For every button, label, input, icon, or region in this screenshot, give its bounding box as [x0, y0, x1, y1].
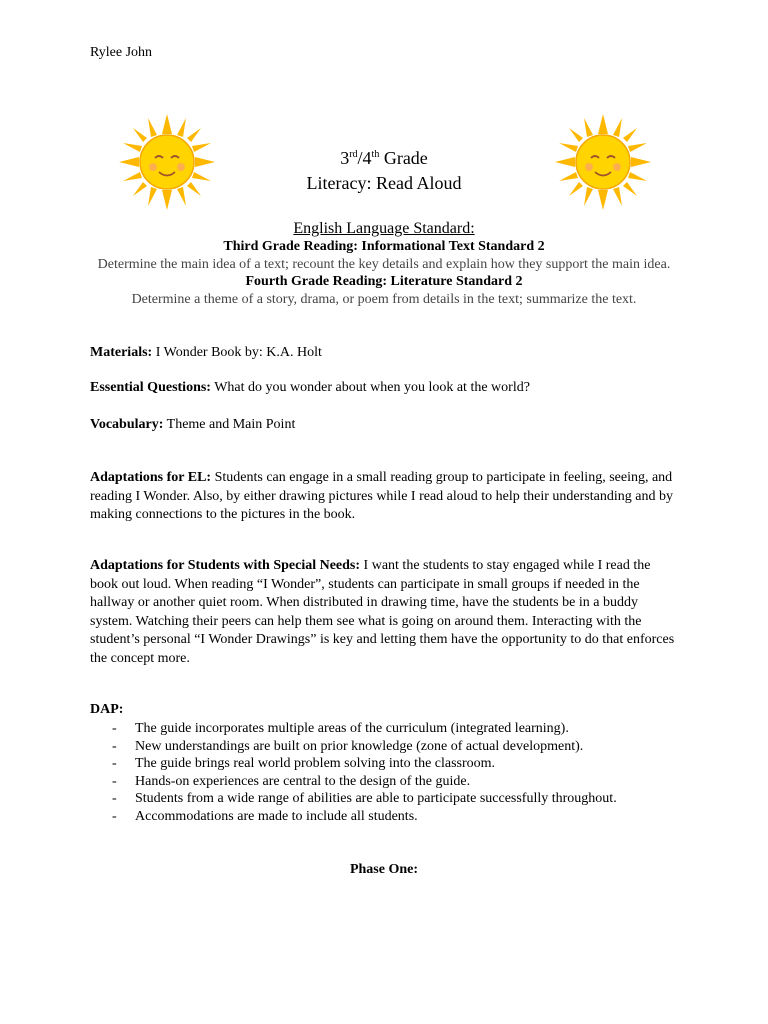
dap-heading: DAP: [90, 702, 124, 717]
list-item: - Hands-on experiences are central to the design of the guide. [112, 773, 471, 789]
fourth-grade-standard-desc: Determine a theme of a story, drama, or poem from details in the text; summarize the text. [131, 292, 637, 307]
author-name: Rylee John [90, 45, 153, 60]
page-title [0, 146, 768, 196]
essential-questions-section: Essential Questions: What do you wonder about when you look at the world? [90, 380, 530, 395]
list-item: - New understandings are built on prior knowledge (zone of actual development). [112, 738, 584, 754]
standards-heading: English Language Standard: [293, 220, 475, 237]
third-grade-standard-title: Third Grade Reading: Informational Text Standard 2 [223, 239, 545, 254]
subject-line: Literacy: Read Aloud [306, 173, 462, 193]
dap-list [90, 720, 690, 825]
list-item: - Accommodations are made to include all students. [112, 808, 418, 824]
adaptations-el-section: Adaptations for EL: Students can engage in a small reading group to participate in feeling, seeing, and reading I Wonder. Also, by either drawing pictures while I read aloud to help their understanding and by making connections to the pictures in the book. [90, 470, 673, 522]
vocabulary-section: Vocabulary: Theme and Main Point [90, 417, 296, 432]
list-item: - The guide incorporates multiple areas of the curriculum (integrated learning). [112, 721, 569, 736]
third-grade-standard-desc: Determine the main idea of a text; recount the key details and explain how they support the main idea. [97, 257, 671, 272]
list-item: - Students from a wide range of abilities are able to participate successfully throughout. [112, 791, 617, 806]
standards-section [0, 219, 768, 309]
materials-section: Materials: I Wonder Book by: K.A. Holt [90, 345, 322, 360]
list-item: - The guide brings real world problem solving into the classroom. [112, 756, 496, 771]
fourth-grade-standard-title: Fourth Grade Reading: Literature Standard 2 [245, 274, 523, 289]
grade-line: 3rd/4th Grade [340, 148, 428, 168]
phase-heading: Phase One: [349, 862, 419, 877]
adaptations-special-needs-section: Adaptations for Students with Special Needs: I want the students to stay engaged while I read the book out loud. When reading “I Wonder”, students can participate in small groups if needed in the hallway or another quiet room. When distributed in drawing time, have the students be in a buddy system. Watching their peers can help them see what is going on around them. Interacting with the student’s personal “I Wonder Drawings” is key and letting them have the opportunity to do that enforces the concept more. [90, 558, 675, 666]
